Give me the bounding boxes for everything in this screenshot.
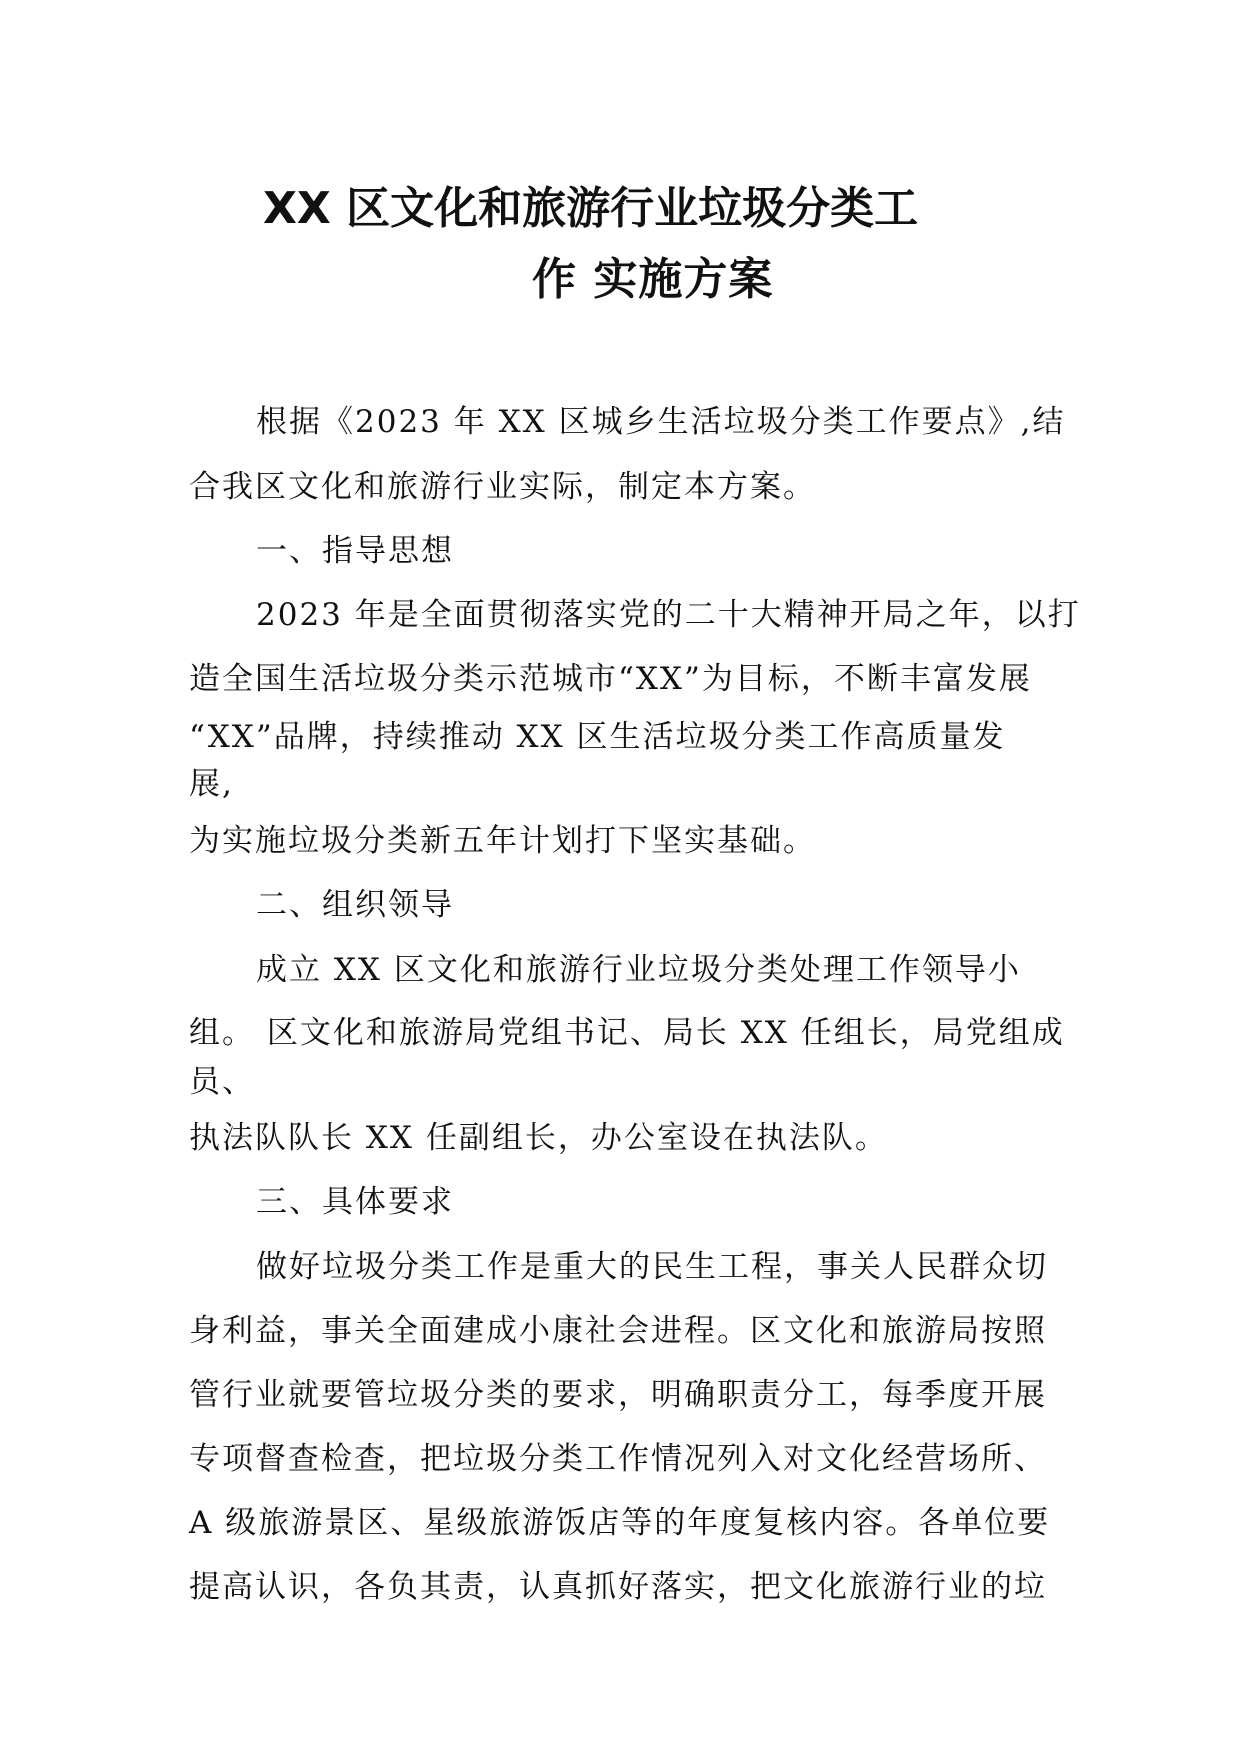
- body-line-1: 根据《2023 年 XX 区城乡生活垃圾分类工作要点》,结: [256, 404, 1066, 440]
- section-heading-1: 一、指导思想: [256, 533, 454, 569]
- body-line-4: 造全国生活垃圾分类示范城市“XX”为目标，不断丰富发展: [189, 661, 1032, 697]
- body-line-13: 身利益，事关全面建成小康社会进程。区文化和旅游局按照: [189, 1313, 1047, 1349]
- body-line-10: 员、: [189, 1064, 255, 1100]
- body-line-3: 2023 年是全面贯彻落实党的二十大精神开局之年，以打: [256, 597, 1081, 633]
- body-line-16: A 级旅游景区、星级旅游饭店等的年度复核内容。各单位要: [189, 1505, 1051, 1541]
- body-line-17: 提高认识，各负其责，认真抓好落实，把文化旅游行业的垃: [189, 1569, 1047, 1605]
- body-line-14: 管行业就要管垃圾分类的要求，明确职责分工，每季度开展: [189, 1377, 1047, 1413]
- body-line-9: 组。 区文化和旅游局党组书记、局长 XX 任组长，局党组成: [189, 1015, 1065, 1051]
- section-heading-2: 二、组织领导: [256, 887, 454, 923]
- body-line-11: 执法队队长 XX 任副组长，办公室设在执法队。: [189, 1120, 888, 1156]
- body-line-12: 做好垃圾分类工作是重大的民生工程，事关人民群众切: [256, 1249, 1048, 1285]
- body-line-5: “XX”品牌，持续推动 XX 区生活垃圾分类工作高质量发: [189, 719, 1006, 755]
- document-title-line-1: XX 区文化和旅游行业垃圾分类工: [263, 183, 919, 234]
- body-line-7: 为实施垃圾分类新五年计划打下坚实基础。: [189, 823, 816, 859]
- body-line-2: 合我区文化和旅游行业实际，制定本方案。: [189, 469, 816, 505]
- body-line-15: 专项督查检查，把垃圾分类工作情况列入对文化经营场所、: [189, 1441, 1047, 1477]
- document-title-line-2: 作 实施方案: [532, 254, 774, 305]
- body-line-6: 展,: [189, 766, 234, 802]
- section-heading-3: 三、具体要求: [256, 1184, 454, 1220]
- body-line-8: 成立 XX 区文化和旅游行业垃圾分类处理工作领导小: [256, 952, 1021, 988]
